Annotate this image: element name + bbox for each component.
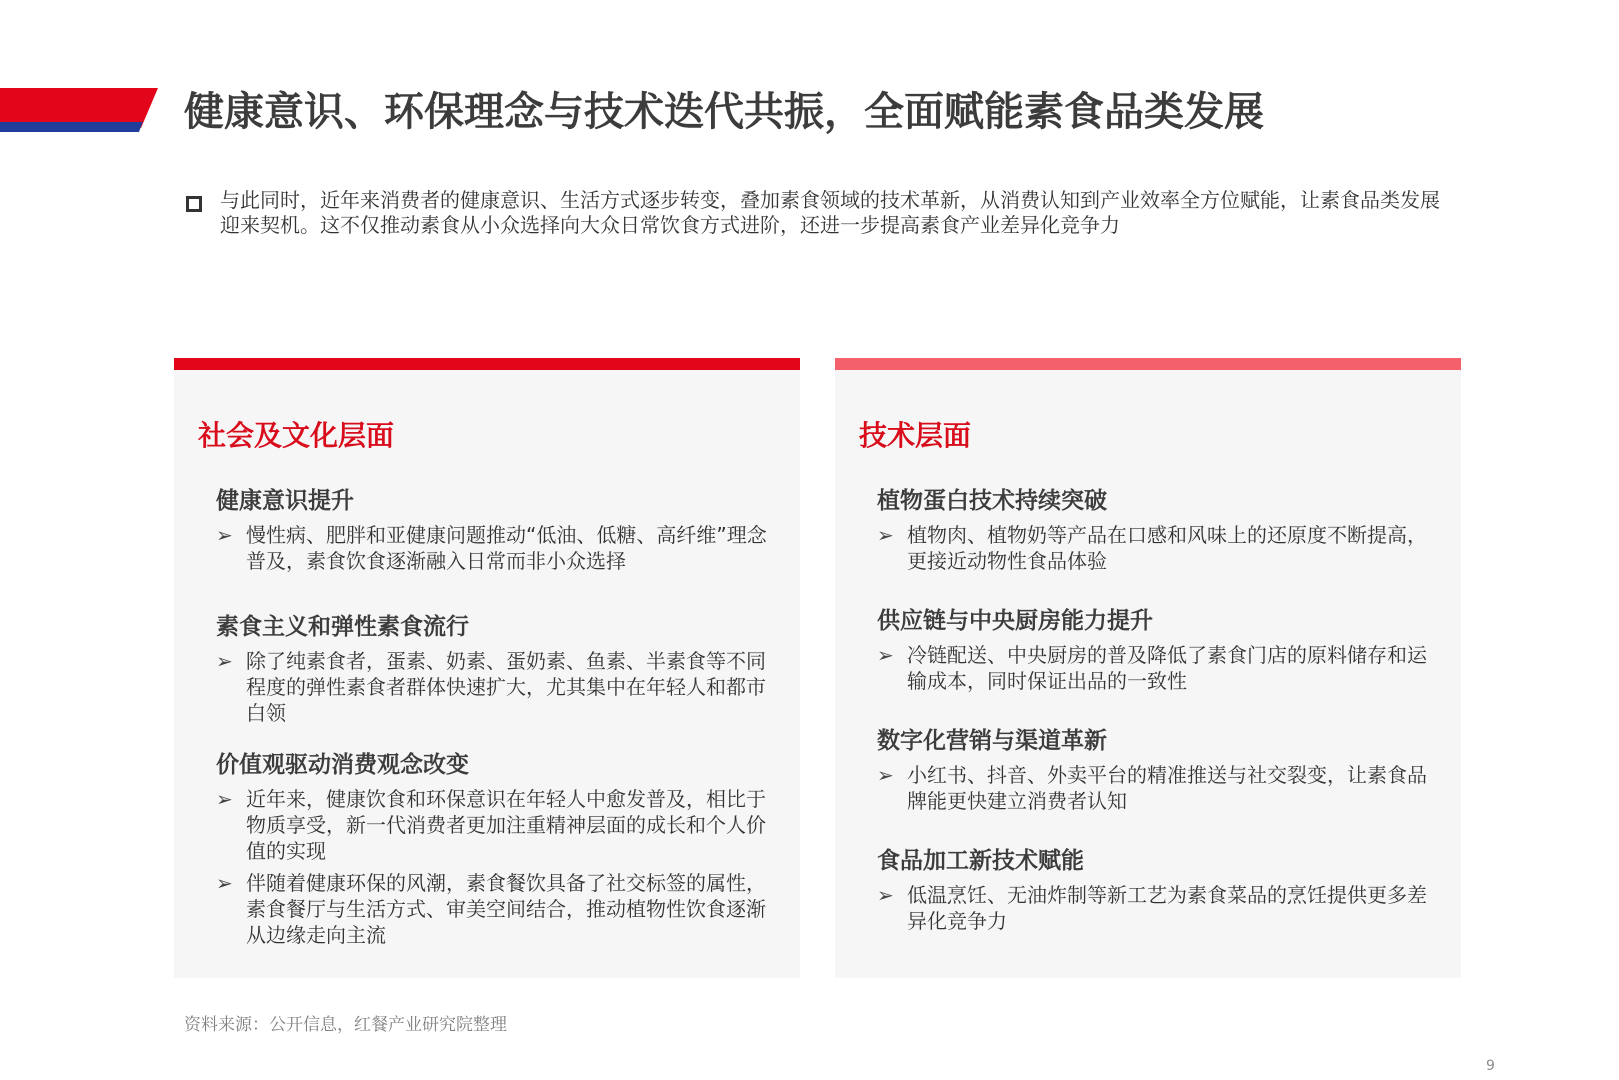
bullet-text: 小红书、抖音、外卖平台的精准推送与社交裂变，让素食品牌能更快建立消费者认知	[907, 763, 1427, 813]
bullet-item	[216, 522, 776, 574]
arrowhead-icon: ➢	[216, 787, 233, 811]
bullet-text: 除了纯素食者，蛋素、奶素、蛋奶素、鱼素、半素食等不同程度的弹性素食者群体快速扩大，尤其集中在年轻人和都市白领	[246, 649, 766, 725]
arrowhead-icon: ➢	[877, 883, 894, 907]
bullet-item	[216, 786, 776, 864]
bullet-text: 冷链配送、中央厨房的普及降低了素食门店的原料储存和运输成本，同时保证出品的一致性	[907, 643, 1427, 693]
page-title: 健康意识、环保理念与技术迭代共振，全面赋能素食品类发展	[184, 89, 1264, 135]
bullet-item	[877, 522, 1437, 574]
intro-paragraph	[184, 188, 1454, 238]
arrowhead-icon: ➢	[216, 871, 233, 895]
square-bullet-icon	[186, 196, 202, 212]
bullet-item	[216, 648, 776, 726]
panel-social-culture	[174, 358, 800, 978]
section-heading: 数字化营销与渠道革新	[877, 728, 1107, 754]
bullet-text: 慢性病、肥胖和亚健康问题推动“低油、低糖、高纤维”理念普及，素食饮食逐渐融入日常而非小众选择	[246, 523, 767, 573]
section-heading: 植物蛋白技术持续突破	[877, 488, 1107, 514]
section-heading: 食品加工新技术赋能	[877, 848, 1084, 874]
bullet-item	[877, 762, 1437, 814]
header-accent-bar	[0, 88, 158, 132]
bullet-text: 低温烹饪、无油炸制等新工艺为素食菜品的烹饪提供更多差异化竞争力	[907, 883, 1427, 933]
bullet-item	[216, 870, 776, 948]
arrowhead-icon: ➢	[877, 523, 894, 547]
panel-top-bar	[835, 358, 1461, 370]
section-heading: 供应链与中央厨房能力提升	[877, 608, 1153, 634]
bullet-item	[877, 642, 1437, 694]
panel-top-bar	[174, 358, 800, 370]
arrowhead-icon: ➢	[216, 523, 233, 547]
arrowhead-icon: ➢	[216, 649, 233, 673]
panel-technology	[835, 358, 1461, 978]
section-heading: 健康意识提升	[216, 488, 354, 514]
panel-title: 社会及文化层面	[198, 419, 395, 452]
page-number: 9	[1486, 1058, 1495, 1074]
arrowhead-icon: ➢	[877, 763, 894, 787]
panel-title: 技术层面	[859, 419, 972, 452]
arrowhead-icon: ➢	[877, 643, 894, 667]
section-heading: 价值观驱动消费观念改变	[216, 752, 469, 778]
bullet-text: 植物肉、植物奶等产品在口感和风味上的还原度不断提高，更接近动物性食品体验	[907, 523, 1427, 573]
intro-text: 与此同时，近年来消费者的健康意识、生活方式逐步转变，叠加素食领域的技术革新，从消费认知到产业效率全方位赋能，让素食品类发展迎来契机。这不仅推动素食从小众选择向大众日常饮食方式进阶，还进一步提高素食产业差异化竞争力	[220, 188, 1440, 237]
section-heading: 素食主义和弹性素食流行	[216, 614, 469, 640]
bullet-item	[877, 882, 1437, 934]
bullet-text: 近年来，健康饮食和环保意识在年轻人中愈发普及，相比于物质享受，新一代消费者更加注重精神层面的成长和个人价值的实现	[246, 787, 766, 863]
bullet-text: 伴随着健康环保的风潮，素食餐饮具备了社交标签的属性，素食餐厅与生活方式、审美空间结合，推动植物性饮食逐渐从边缘走向主流	[246, 871, 766, 947]
source-note: 资料来源：公开信息，红餐产业研究院整理	[184, 1015, 507, 1035]
